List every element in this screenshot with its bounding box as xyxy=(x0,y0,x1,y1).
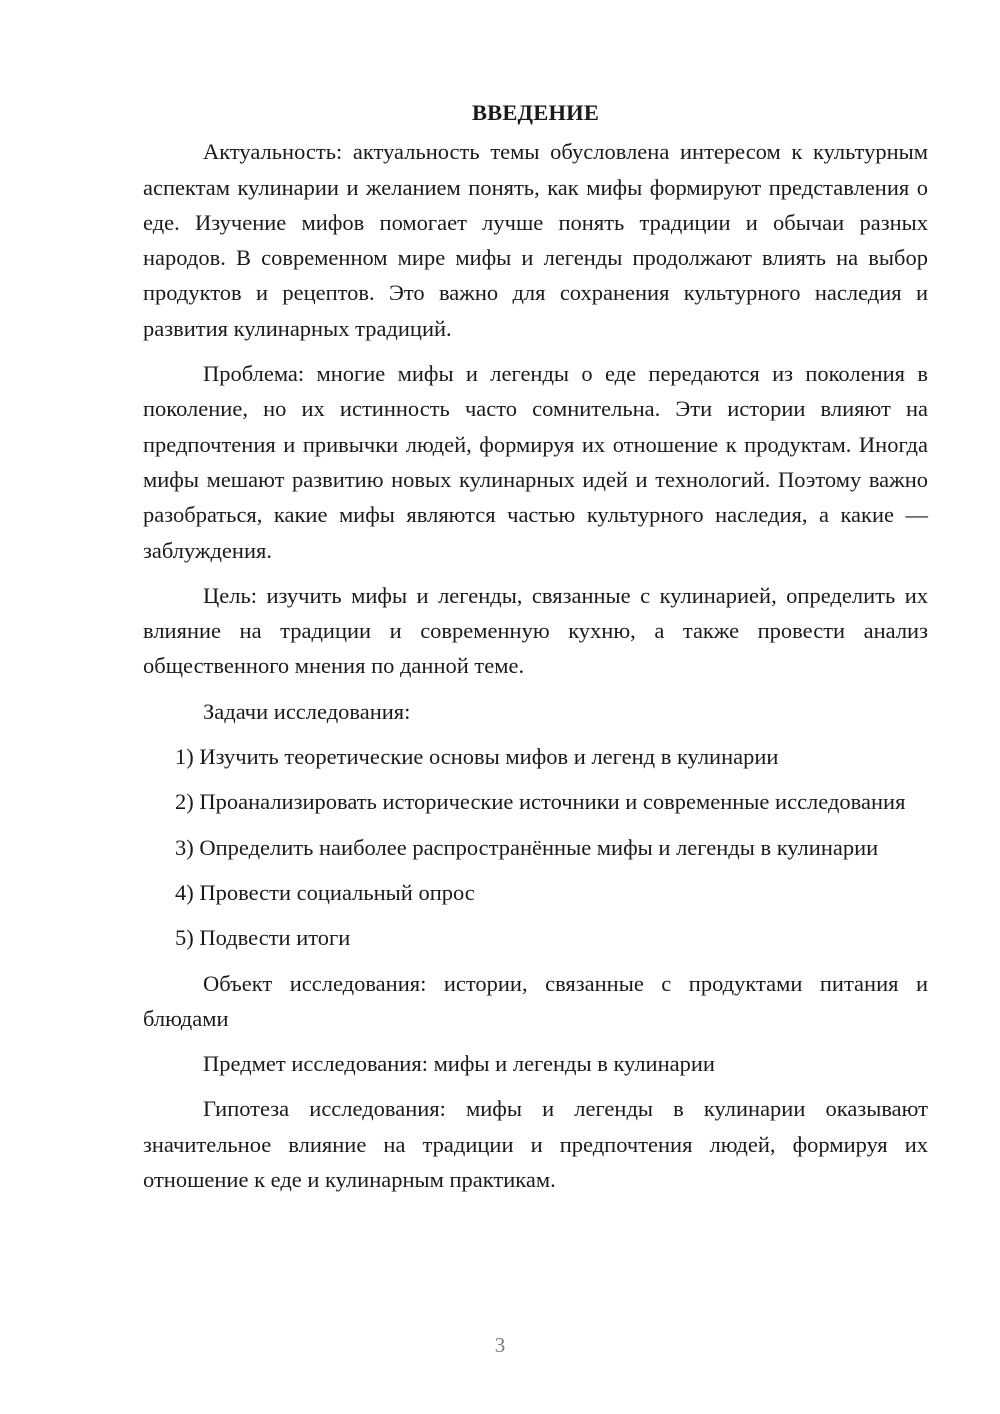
page-title: ВВЕДЕНИЕ xyxy=(471,100,600,125)
subject-paragraph: Предмет исследования: мифы и легенды в кулинарии xyxy=(203,1051,715,1077)
goal-paragraph: Цель: изучить мифы и легенды, связанные с кулинарией, определить их влияние на традиции и современную кухню, а также провести анализ общественного мнения по данной теме. xyxy=(143,582,928,679)
relevance-paragraph: Актуальность: актуальность темы обусловлена интересом к культурным аспектам кулинарии и желанием понять, как мифы формируют представления о еде. Изучение мифов помогает лучше понять традиции и обычаи разных народов. В современном мире мифы и легенды продолжают влиять на выбор продуктов и рецептов. Это важно для сохранения культурного наследия и развития кулинарных традиций. xyxy=(143,139,928,341)
page-content xyxy=(143,95,928,1207)
tasks-heading: Задачи исследования: xyxy=(203,698,411,724)
task-item-1: 1) Изучить теоретические основы мифов и легенд в кулинарии xyxy=(175,744,779,770)
tasks-list xyxy=(143,739,928,955)
hypothesis-paragraph: Гипотеза исследования: мифы и легенды в кулинарии оказывают значительное влияние на традиции и предпочтения людей, формируя их отношение к еде и кулинарным практикам. xyxy=(143,1096,928,1193)
task-item-2: 2) Проанализировать исторические источники и современные исследования xyxy=(175,789,906,815)
object-paragraph: Объект исследования: истории, связанные с продуктами питания и блюдами xyxy=(143,970,928,1031)
task-item-3: 3) Определить наиболее распространённые мифы и легенды в кулинарии xyxy=(175,834,879,860)
problem-paragraph: Проблема: многие мифы и легенды о еде передаются из поколения в поколение, но их истинность часто сомнительна. Эти истории влияют на предпочтения и привычки людей, формируя их отношение к продуктам. Иногда мифы мешают развитию новых кулинарных идей и технологий. Поэтому важно разобраться, какие мифы являются частью культурного наследия, а какие — заблуждения. xyxy=(143,361,928,563)
task-item-4: 4) Провести социальный опрос xyxy=(175,879,475,905)
task-item-5: 5) Подвести итоги xyxy=(175,925,351,951)
page-number: 3 xyxy=(494,1333,506,1357)
